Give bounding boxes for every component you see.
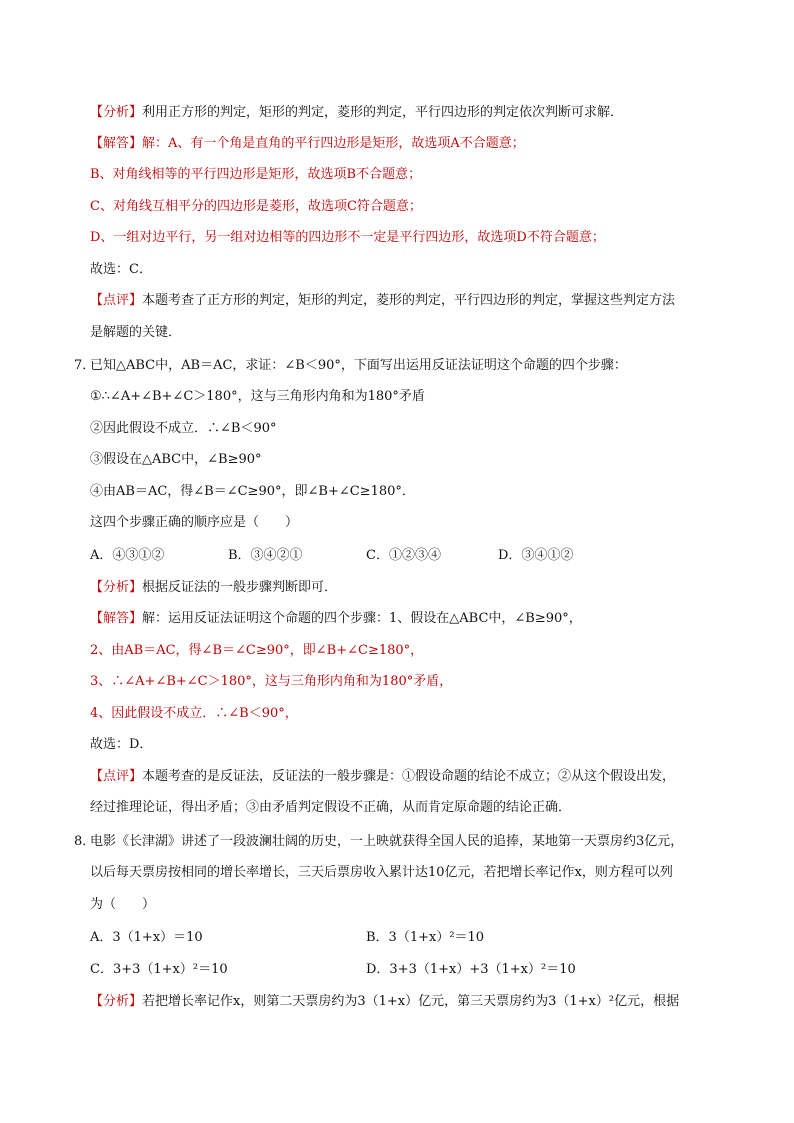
q7-number: 7． (74, 358, 96, 373)
q8-analysis (90, 993, 734, 1011)
q6-answer-line-1 (90, 135, 734, 153)
q7-option-c: C．①②③④ (366, 548, 441, 563)
q8-option-c: C．3+3（1+x）²＝10 (90, 962, 228, 977)
q8-stem-line-3: 为（ ） (90, 897, 156, 912)
q7-answer-line-1 (90, 610, 734, 628)
analysis-text: 若把增长率记作x，则第二天票房约为3（1+x）亿元，第三天票房约为3（1+x）²亿元，根据 (142, 994, 680, 1009)
comment-tag: 【点评】 (90, 769, 143, 784)
q7-option-d: D．③④①② (498, 548, 574, 563)
q7-answer-line-2: 2、由AB＝AC，得∠B＝∠C≥90°，即∠B+∠C≥180°， (90, 643, 424, 658)
q7-step-3: ③假设在△ABC中，∠B≥90° (90, 452, 262, 467)
q8-stem-line-1: 电影《长津湖》讲述了一段波澜壮阔的历史，一上映就获得全国人民的追捧，某地第一天票房约3亿元， (90, 834, 684, 849)
q7-stem: 已知△ABC中，AB＝AC，求证：∠B＜90°，下面写出运用反证法证明这个命题的四个步骤： (90, 358, 627, 373)
q7-answer-line-3: 3、∴∠A+∠B+∠C＞180°，这与三角形内角和为180°矛盾， (90, 674, 453, 689)
comment-tag: 【点评】 (90, 293, 143, 308)
analysis-tag: 【分析】 (90, 105, 143, 120)
q6-answer-line-3: C、对角线互相平分的四边形是菱形，故选项C符合题意； (90, 199, 422, 214)
answer-tag: 【解答】 (90, 611, 143, 626)
q7-step-1: ①∴∠A+∠B+∠C＞180°，这与三角形内角和为180°矛盾 (90, 389, 425, 404)
analysis-tag: 【分析】 (90, 580, 143, 595)
analysis-tag: 【分析】 (90, 994, 143, 1009)
q7-step-4: ④由AB＝AC，得∠B＝∠C≥90°，即∠B+∠C≥180°． (90, 484, 415, 499)
q7-question: 这四个步骤正确的顺序应是（ ） (90, 515, 299, 530)
comment-text: 本题考查的是反证法，反证法的一般步骤是：①假设命题的结论不成立；②从这个假设出发， (142, 769, 676, 784)
q7-option-b: B．③④②① (228, 548, 303, 563)
answer-text: 解：A、有一个角是直角的平行四边形是矩形，故选项A不合题意； (142, 136, 525, 151)
q6-analysis (90, 104, 734, 122)
analysis-text: 根据反证法的一般步骤判断即可． (142, 580, 338, 595)
q6-comment (90, 292, 734, 310)
q7-comment-line-2: 经过推理论证，得出矛盾；③由矛盾判定假设不正确，从而肯定原命题的结论正确． (90, 800, 572, 815)
q7-step-2: ②因此假设不成立．∴∠B＜90° (90, 421, 277, 436)
q7-analysis (90, 579, 734, 597)
q8-option-b: B．3（1+x）²＝10 (366, 930, 485, 945)
q7-comment (90, 768, 734, 786)
q8-option-d: D．3+3（1+x）+3（1+x）²＝10 (366, 962, 576, 977)
q8-stem-line-2: 以后每天票房按相同的增长率增长，三天后票房收入累计达10亿元，若把增长率记作x，则方程可以列 (90, 865, 673, 880)
q6-answer-line-4: D、一组对边平行，另一组对边相等的四边形不一定是平行四边形，故选项D不符合题意； (90, 230, 605, 245)
q6-comment-line-2: 是解题的关键． (90, 325, 182, 340)
q8-number: 8． (74, 834, 96, 849)
answer-tag: 【解答】 (90, 136, 143, 151)
q7-option-a: A．④③①② (90, 548, 165, 563)
q7-answer-line-4: 4、因此假设不成立．∴∠B＜90°， (90, 706, 298, 721)
analysis-text: 利用正方形的判定，矩形的判定，菱形的判定，平行四边形的判定依次判断可求解． (142, 105, 624, 120)
q8-option-a: A．3（1+x）＝10 (90, 930, 203, 945)
comment-text: 本题考查了正方形的判定，矩形的判定，菱形的判定，平行四边形的判定，掌握这些判定方法 (142, 293, 676, 308)
q6-answer-line-5: 故选：C． (90, 262, 152, 277)
q6-answer-line-2: B、对角线相等的平行四边形是矩形，故选项B不合题意； (90, 167, 422, 182)
q7-answer-line-5: 故选：D． (90, 737, 153, 752)
answer-text: 解：运用反证法证明这个命题的四个步骤：1、假设在△ABC中，∠B≥90°， (142, 611, 582, 626)
